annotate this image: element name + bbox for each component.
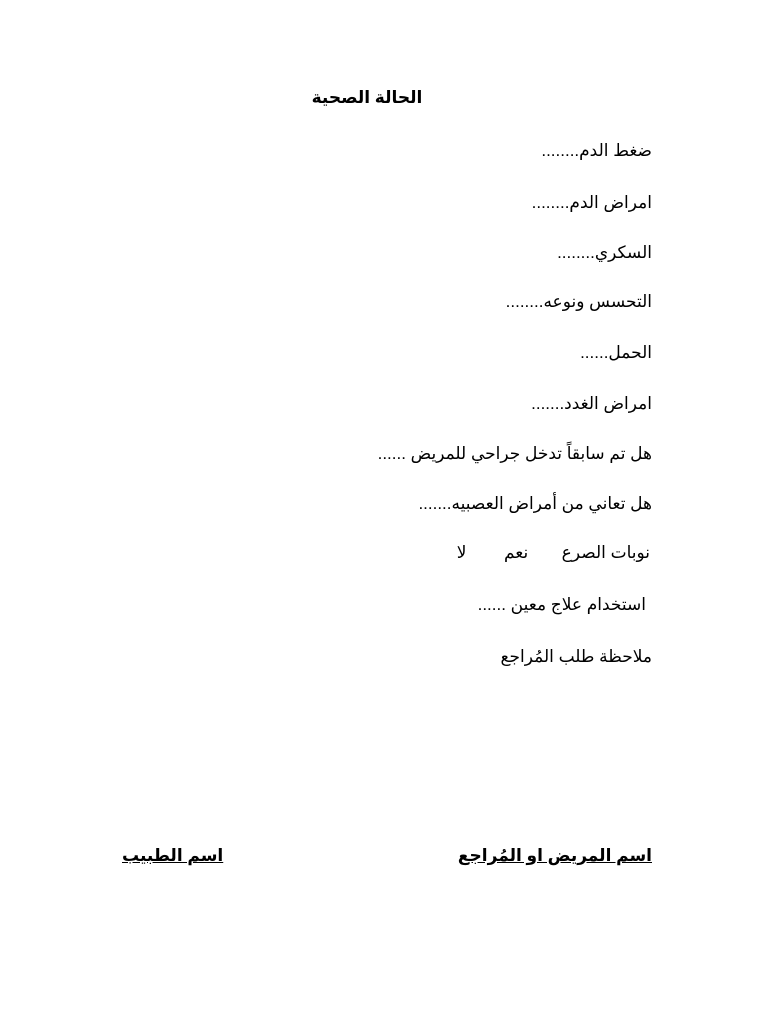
field-blood-pressure: ضغط الدم........ bbox=[541, 141, 652, 160]
field-previous-surgery: هل تم سابقاً تدخل جراحي للمريض ...... bbox=[377, 444, 652, 463]
seizures-yes-option: نعم bbox=[503, 543, 529, 562]
field-gland-diseases: امراض الغدد....... bbox=[531, 394, 652, 413]
doctor-name-signature: اسم الطبيب bbox=[122, 846, 224, 865]
page-title: الحالة الصحية bbox=[311, 88, 423, 107]
seizures-label: نوبات الصرع bbox=[561, 543, 650, 562]
field-diabetes: السكري........ bbox=[557, 243, 652, 262]
seizures-no-option: لا bbox=[456, 543, 467, 562]
field-allergy-type: التحسس ونوعه........ bbox=[505, 292, 652, 311]
patient-name-signature: اسم المريض او المُراجع bbox=[457, 846, 652, 865]
field-nervous-diseases: هل تعاني من أمراض العصبيه....... bbox=[418, 494, 652, 513]
field-pregnancy: الحمل...... bbox=[580, 343, 652, 362]
field-seizures bbox=[457, 543, 650, 563]
field-reviewer-request-note: ملاحظة طلب المُراجع bbox=[500, 647, 652, 666]
field-blood-diseases: امراض الدم........ bbox=[531, 193, 652, 212]
field-specific-medication: استخدام علاج معين ...... bbox=[477, 595, 646, 614]
